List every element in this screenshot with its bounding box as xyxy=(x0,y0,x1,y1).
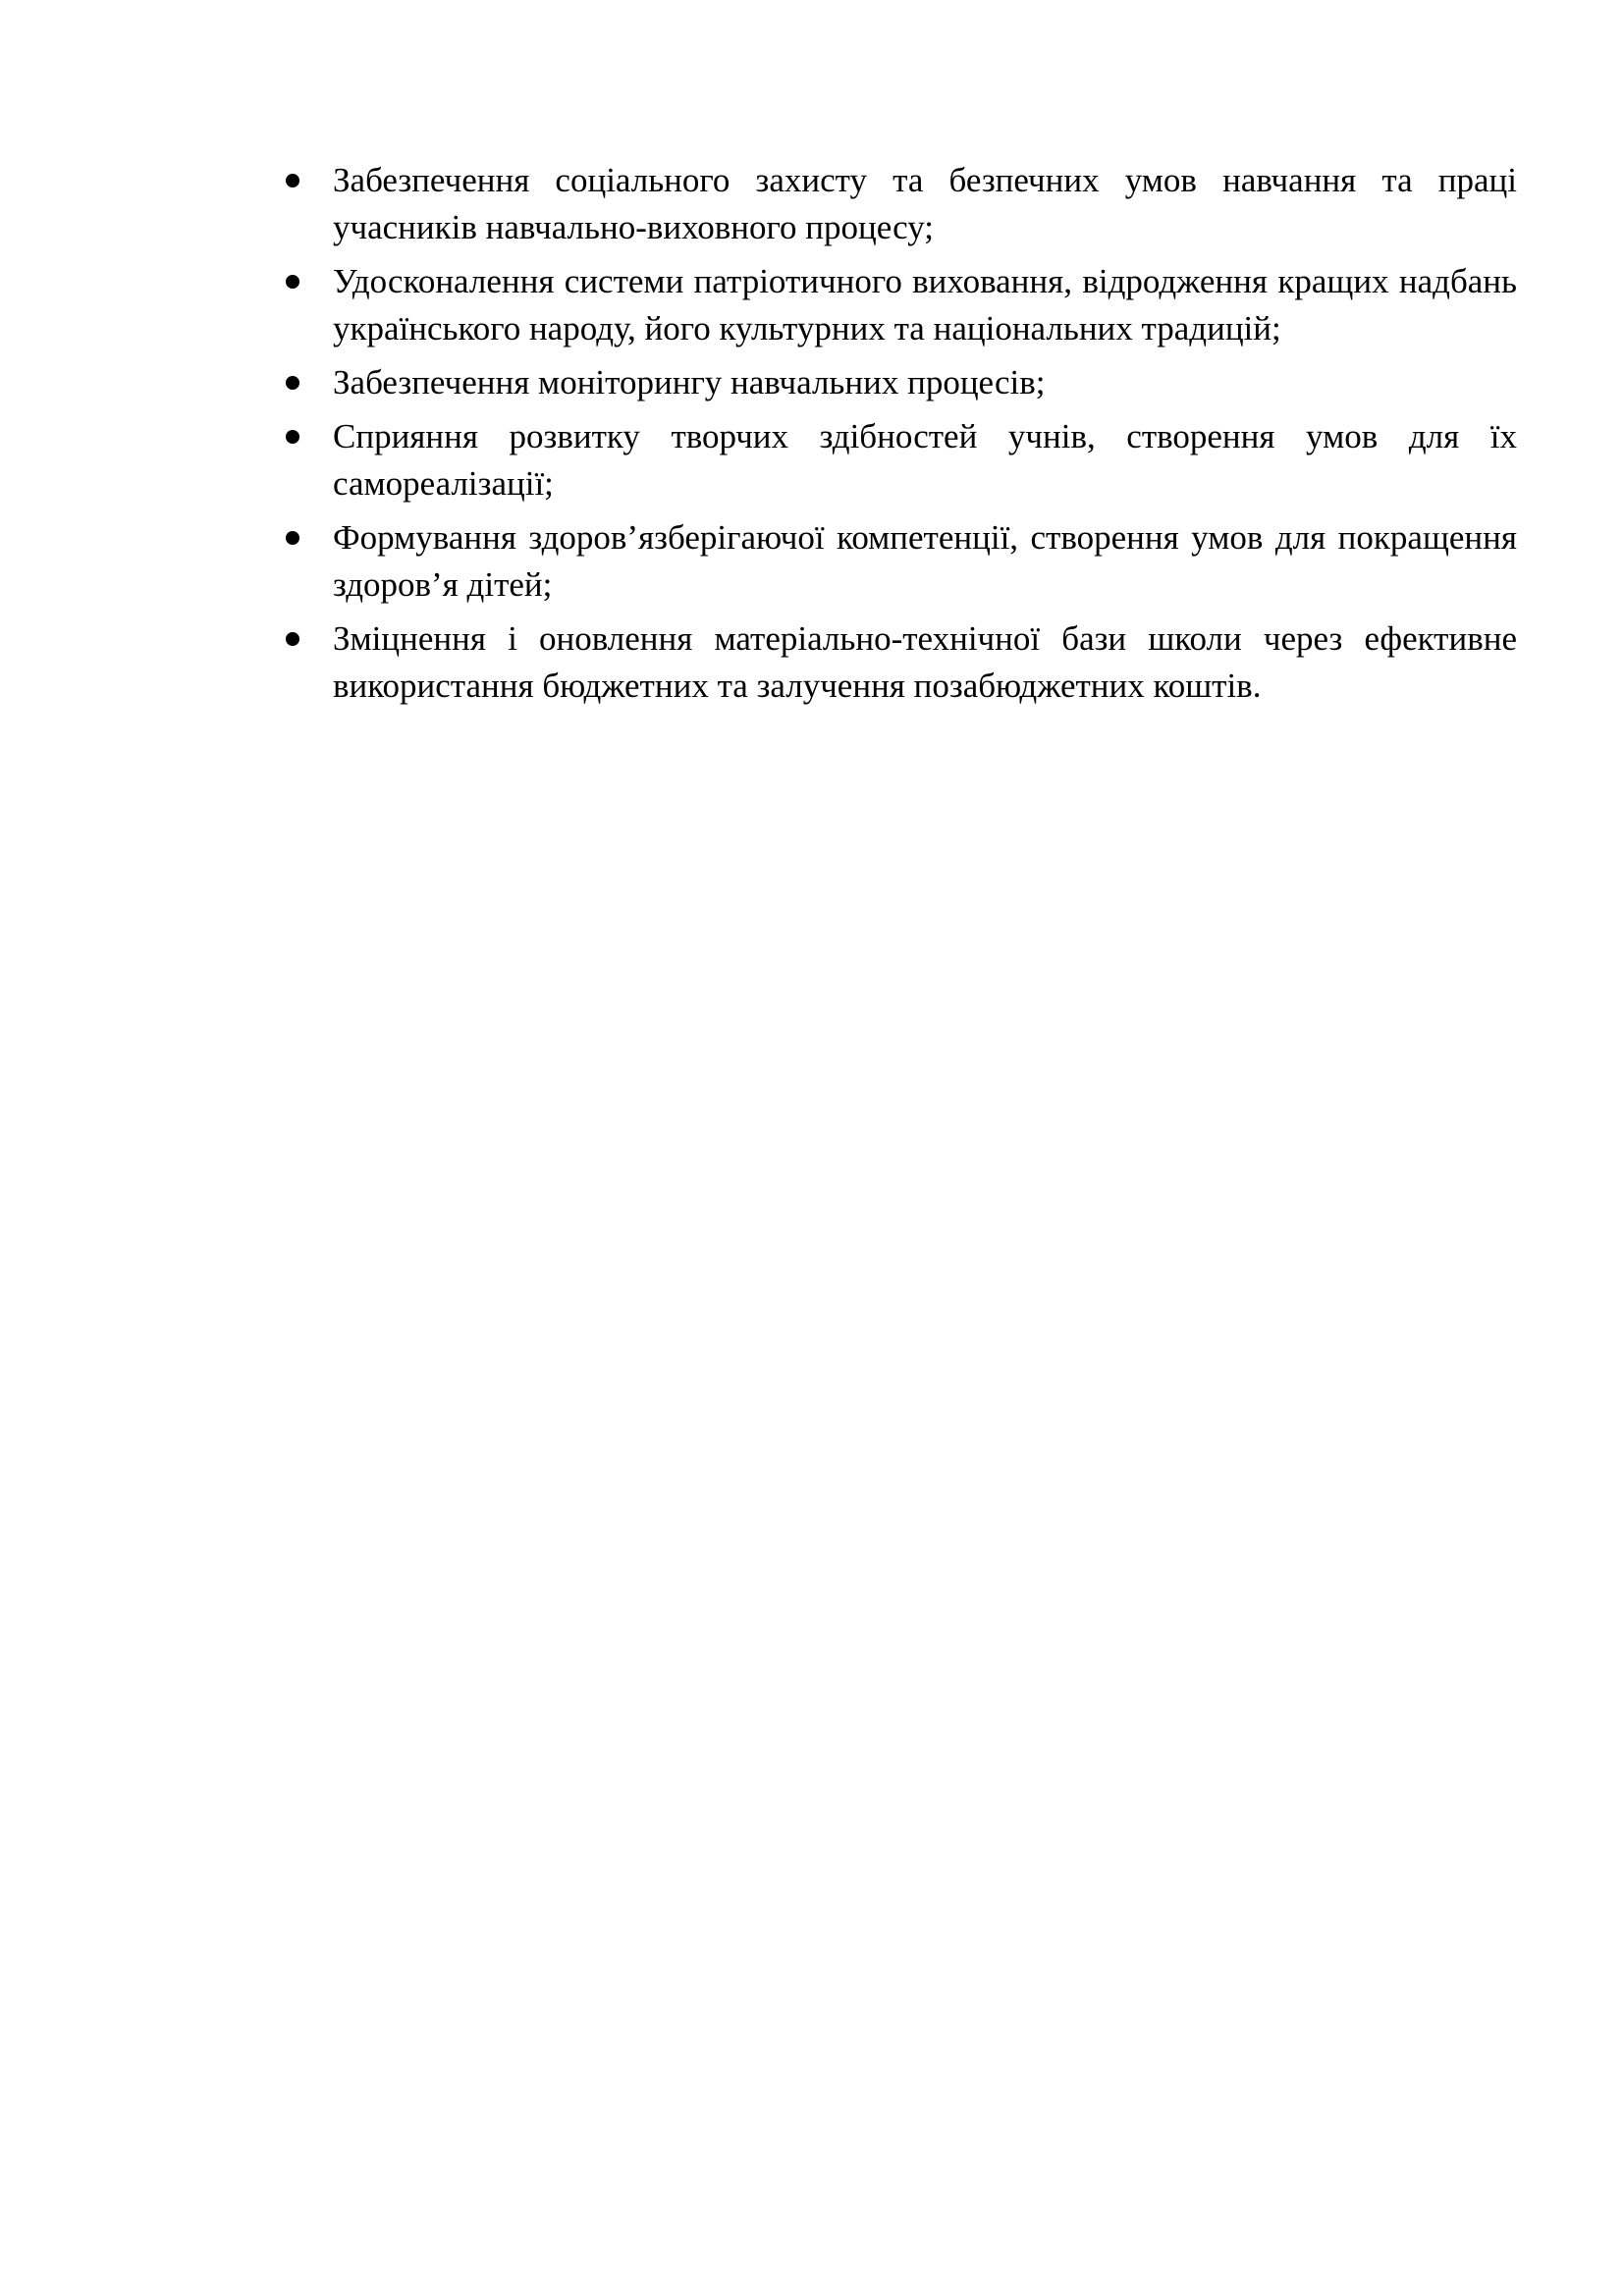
list-item xyxy=(278,514,1517,609)
list-item xyxy=(278,157,1517,251)
bullet-icon xyxy=(286,174,299,187)
list-item xyxy=(278,615,1517,710)
list-item-text: Зміцнення і оновлення матеріально-технічної бази школи через ефективне використання бюджетних та залучення позабюджетних коштів. xyxy=(333,619,1517,705)
list-item xyxy=(278,258,1517,352)
list-item xyxy=(278,413,1517,507)
bullet-icon xyxy=(286,632,299,646)
goals-bullet-list xyxy=(278,157,1517,717)
list-item xyxy=(278,359,1517,406)
list-item-text: Забезпечення соціального захисту та безпечних умов навчання та праці учасників навчально-виховного процесу; xyxy=(333,161,1517,246)
bullet-icon xyxy=(286,531,299,545)
list-item-text: Удосконалення системи патріотичного виховання, відродження кращих надбань українського народу, його культурних та національних традицій; xyxy=(333,262,1517,347)
bullet-icon xyxy=(286,430,299,444)
list-item-text: Формування здоров’язберігаючої компетенції, створення умов для покращення здоров’я дітей; xyxy=(333,518,1517,604)
list-item-text: Сприяння розвитку творчих здібностей учнів, створення умов для їх самореалізації; xyxy=(333,417,1517,503)
bullet-icon xyxy=(286,275,299,289)
bullet-icon xyxy=(286,376,299,390)
list-item-text: Забезпечення моніторингу навчальних процесів; xyxy=(333,363,1046,401)
